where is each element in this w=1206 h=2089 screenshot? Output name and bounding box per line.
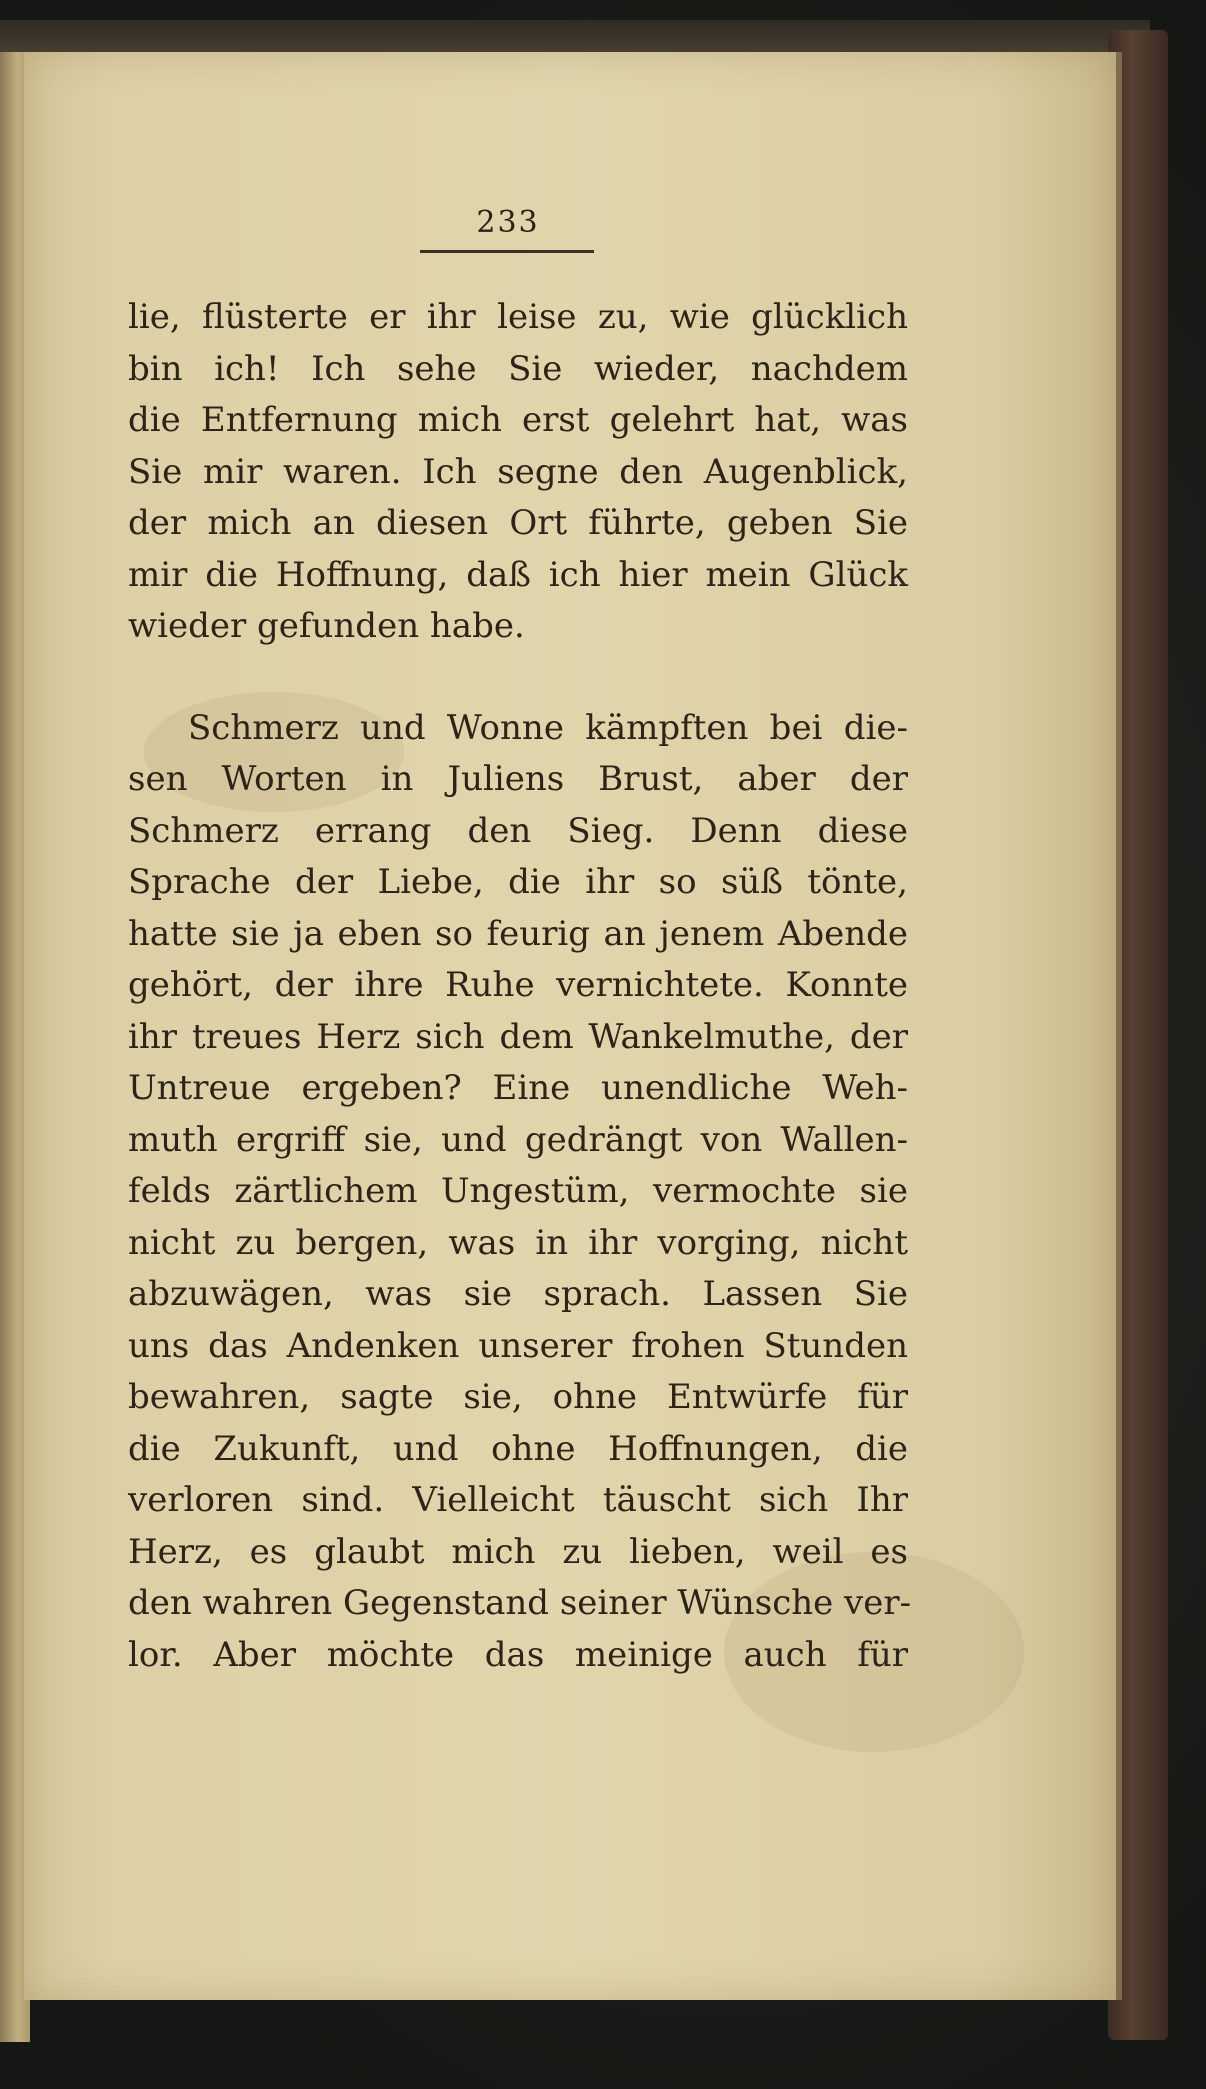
text-line: abzuwägen, was sie sprach. Lassen Sie bbox=[128, 1274, 908, 1314]
header-rule bbox=[420, 250, 594, 253]
text-line: die Entfernung mich erst gelehrt hat, was bbox=[128, 400, 908, 440]
text-line: muth ergriff sie, und gedrängt von Wallen- bbox=[128, 1119, 908, 1160]
book-top-edge bbox=[0, 20, 1150, 56]
text-line: bewahren, sagte sie, ohne Entwürfe für bbox=[128, 1377, 908, 1417]
text-line: Schmerz und Wonne kämpften bei die- bbox=[188, 707, 908, 748]
text-line: der mich an diesen Ort führte, geben Sie bbox=[128, 503, 908, 543]
text-line: hatte sie ja eben so feurig an jenem Abende bbox=[128, 913, 908, 954]
text-line: felds zärtlichem Ungestüm, vermochte sie bbox=[128, 1171, 908, 1211]
text-line: die Zukunft, und ohne Hoffnungen, die bbox=[128, 1428, 908, 1469]
text-line: Sprache der Liebe, die ihr so süß tönte, bbox=[128, 862, 908, 902]
body-text bbox=[128, 292, 912, 1681]
text-line: Untreue ergeben? Eine unendliche Weh- bbox=[128, 1068, 908, 1108]
text-line: gehört, der ihre Ruhe vernichtete. Konnte bbox=[128, 965, 908, 1005]
text-line: Sie mir waren. Ich segne den Augenblick, bbox=[128, 451, 908, 492]
text-line: ihr treues Herz sich dem Wankelmuthe, der bbox=[128, 1016, 908, 1057]
text-line: Schmerz errang den Sieg. Denn diese bbox=[128, 810, 908, 851]
text-line: lor. Aber möchte das meinige auch für bbox=[128, 1634, 908, 1675]
paragraph-gap bbox=[128, 653, 908, 703]
text-line: wieder gefunden habe. bbox=[128, 606, 525, 646]
text-line: den wahren Gegenstand seiner Wünsche ver- bbox=[128, 1583, 912, 1623]
text-line: nicht zu bergen, was in ihr vorging, nicht bbox=[128, 1222, 908, 1263]
text-line: Herz, es glaubt mich zu lieben, weil es bbox=[128, 1531, 908, 1572]
text-line: verloren sind. Vielleicht täuscht sich Ihr bbox=[128, 1480, 908, 1520]
text-line: uns das Andenken unserer frohen Stunden bbox=[128, 1325, 908, 1366]
text-line: bin ich! Ich sehe Sie wieder, nachdem bbox=[128, 348, 908, 389]
text-line: lie, flüsterte er ihr leise zu, wie glücklich bbox=[128, 297, 908, 337]
paragraph-1 bbox=[128, 292, 908, 653]
page-number: 233 bbox=[476, 205, 540, 240]
paragraph-2 bbox=[128, 703, 912, 1682]
text-line: sen Worten in Juliens Brust, aber der bbox=[128, 759, 908, 799]
text-line: mir die Hoffnung, daß ich hier mein Glück bbox=[128, 554, 908, 595]
